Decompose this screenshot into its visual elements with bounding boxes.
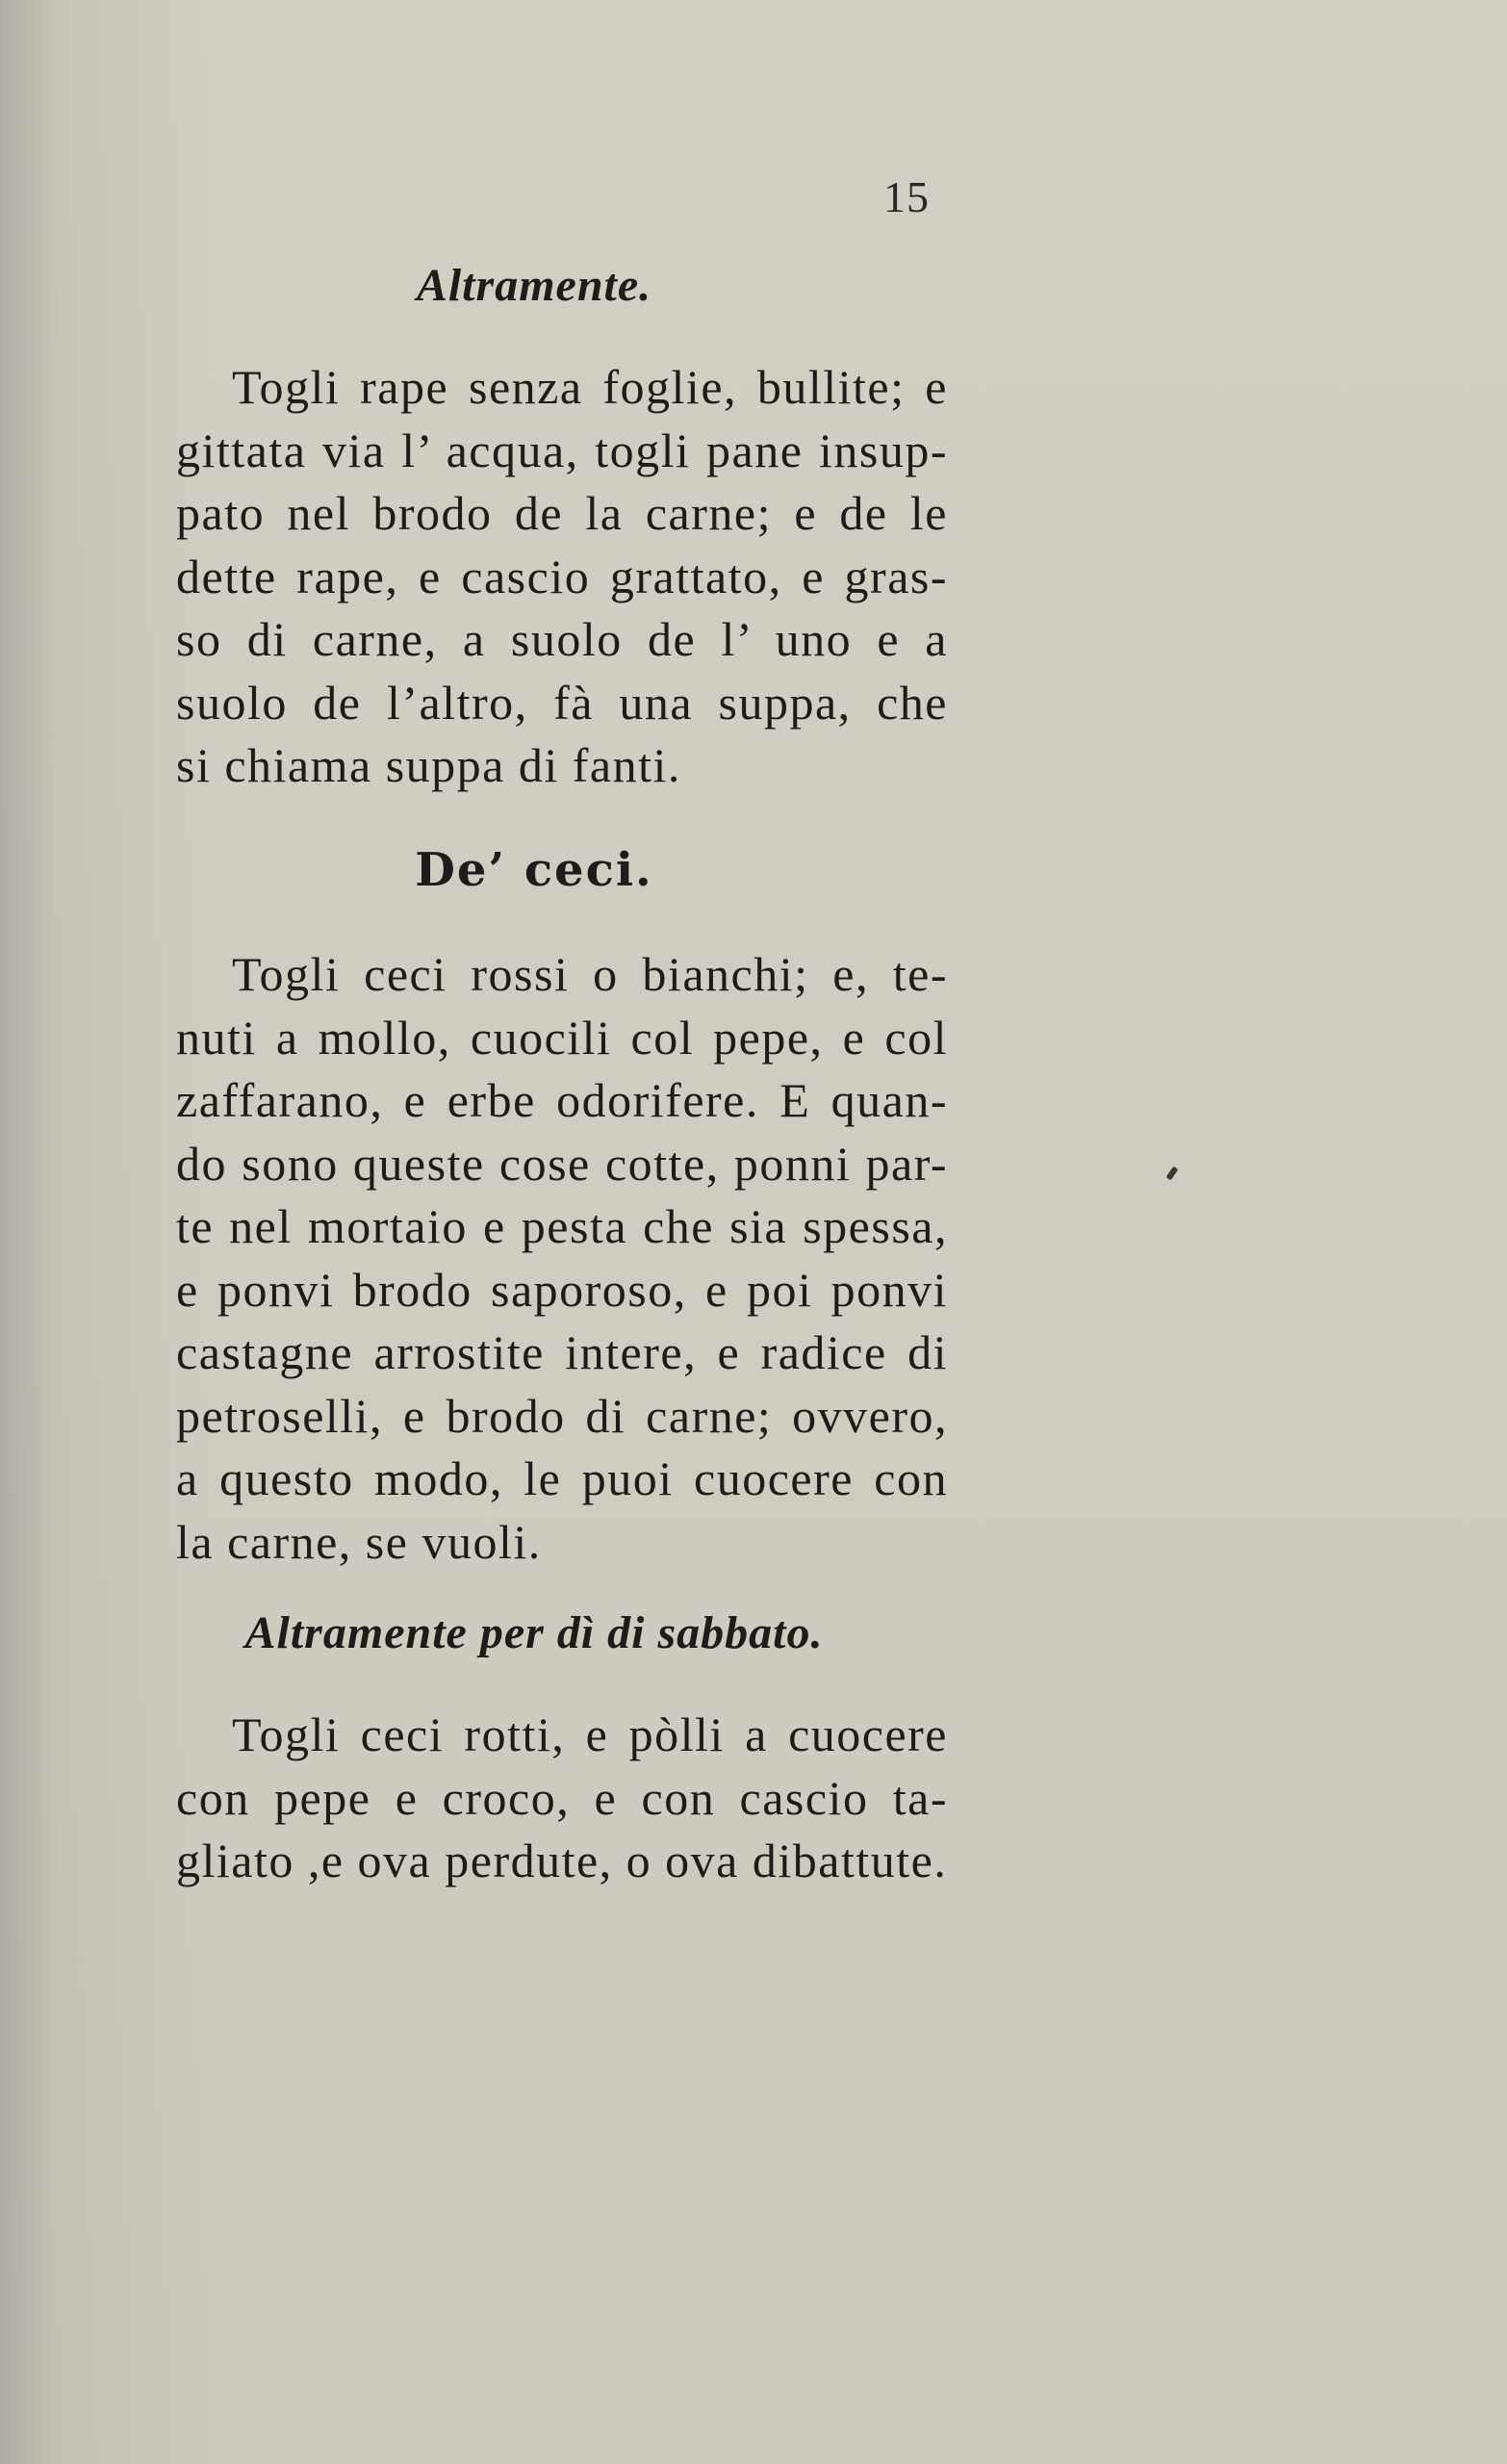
text-line: gliato ,e ova perdute, o ova dibattute. bbox=[176, 1834, 948, 1887]
text-line: te nel mortaio e pesta che sia spessa, bbox=[176, 1199, 948, 1253]
text-line: la carne, se vuoli. bbox=[176, 1514, 542, 1569]
paragraph-ceci-rotti bbox=[120, 1704, 948, 1893]
text-line: so di carne, a suolo de l’ uno e a bbox=[176, 612, 948, 666]
text-line: gittata via l’ acqua, togli pane insup- bbox=[176, 423, 948, 477]
text-line: con pepe e croco, e con cascio ta- bbox=[176, 1770, 948, 1825]
page-number: 15 bbox=[883, 172, 930, 221]
section-heading-sabbato: Altramente per dì di sabbato. bbox=[244, 1607, 824, 1658]
ink-mark bbox=[1166, 1167, 1179, 1181]
text-line: e ponvi brodo saporoso, e poi ponvi bbox=[176, 1262, 948, 1317]
text-line: Togli ceci rossi o bianchi; e, te- bbox=[232, 947, 948, 1001]
section-heading-de-ceci: De’ ceci. bbox=[415, 843, 653, 897]
text-line: si chiama suppa di fanti. bbox=[176, 738, 681, 792]
paragraph-suppa-di-fanti bbox=[120, 356, 948, 798]
text-line: castagne arrostite intere, e radice di bbox=[176, 1325, 948, 1379]
text-line: a questo modo, le puoi cuocere con bbox=[176, 1451, 948, 1505]
text-line: Togli rape senza foglie, bullite; e bbox=[232, 360, 948, 414]
text-line: pato nel brodo de la carne; e de le bbox=[176, 486, 948, 540]
section-heading-altramente: Altramente. bbox=[416, 260, 652, 311]
text-line: Togli ceci rotti, e pòlli a cuocere bbox=[232, 1707, 948, 1761]
text-line: zaffarano, e erbe odorifere. E quan- bbox=[176, 1073, 948, 1127]
text-line: suolo de l’altro, fà una suppa, che bbox=[176, 675, 948, 730]
text-line: dette rape, e cascio grattato, e gras- bbox=[176, 549, 948, 603]
text-line: nuti a mollo, cuocili col pepe, e col bbox=[176, 1010, 948, 1065]
paragraph-ceci bbox=[120, 943, 948, 1574]
text-line: do sono queste cose cotte, ponni par- bbox=[176, 1136, 948, 1191]
text-line: petroselli, e brodo di carne; ovvero, bbox=[176, 1388, 948, 1443]
